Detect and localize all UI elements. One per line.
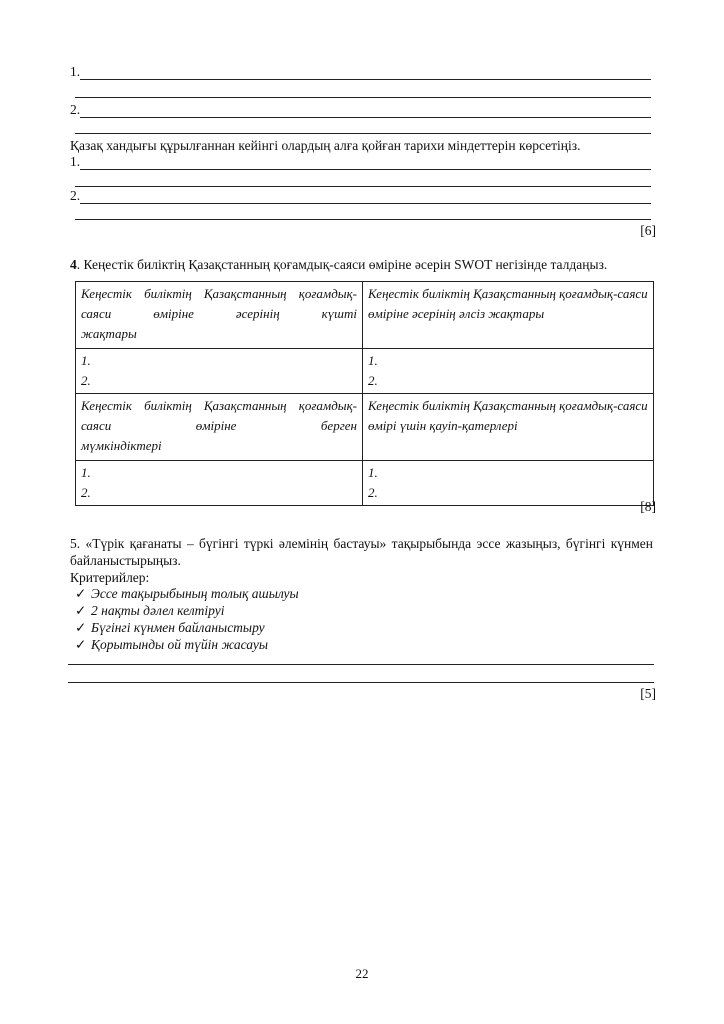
threats-header: Кеңестік билiктiң Қазақстанның қоғамдық-саяси өмiрi үшiн қауiп-қатерлерi [363, 394, 654, 461]
answer-2-label: 2. [70, 188, 81, 203]
question-text: Қазақ хандығы құрылғаннан кейінгі олардың алға қойған тарихи міндеттерін көрсетіңіз. [70, 138, 581, 153]
strengths-cell[interactable] [76, 349, 363, 394]
strengths-header-line: жақтары [81, 326, 137, 341]
opportunities-cell[interactable] [76, 461, 363, 506]
answer-line[interactable] [75, 133, 651, 134]
answer-1-label: 1. [70, 64, 81, 79]
opportunities-header [76, 394, 363, 461]
criterion-text: Эссе тақырыбының толық ашылуы [91, 586, 299, 601]
strengths-header [76, 282, 363, 349]
score-badge: [8] [640, 499, 656, 514]
question-text [70, 256, 607, 273]
list-item: 1. [368, 353, 378, 368]
question-body: . Кеңестік биліктің Қазақстанның қоғамдық-саяси өміріне әсерін SWOT негізінде талдаңыз. [76, 257, 608, 272]
answer-2-label: 2. [70, 102, 81, 117]
question-text: 5. «Түрік қағанаты – бүгінгі түркі әлемінің бастауы» тақырыбында эссе жазыңыз, бүгінгі күнмен байланыстырыңыз. [70, 536, 653, 568]
answer-line[interactable] [80, 79, 651, 80]
list-item: 1. [368, 465, 378, 480]
weaknesses-header: Кеңестік билiктiң Қазақстанның қоғамдық-саяси өмiрiне әсерiнiң әлсiз жақтары [363, 282, 654, 349]
check-icon: ✓ [75, 603, 87, 618]
essay-line[interactable] [68, 682, 654, 683]
list-item: 2. [81, 485, 91, 500]
list-item [75, 619, 299, 636]
score-badge: [5] [640, 686, 656, 701]
criterion-text: Қорытынды ой түйін жасауы [91, 637, 268, 652]
check-icon: ✓ [75, 637, 87, 652]
criteria-list [75, 585, 299, 653]
threats-cell[interactable] [363, 461, 654, 506]
list-item [75, 585, 299, 602]
opportunities-header-line: мүмкiндiктерi [81, 438, 162, 453]
answer-line[interactable] [75, 219, 651, 220]
list-item: 1. [81, 465, 91, 480]
opportunities-header-line: Кеңестік билiктiң Қазақстанның [81, 398, 287, 413]
answer-line[interactable] [75, 186, 651, 187]
page-number: 22 [355, 966, 369, 981]
answer-line[interactable] [75, 97, 651, 98]
strengths-header-line: қоғамдық-саяси өмiрiне әсерiнiң күштi [81, 286, 357, 321]
score-badge: [6] [640, 223, 656, 238]
list-item: 2. [368, 373, 378, 388]
check-icon: ✓ [75, 620, 87, 635]
answer-1-label: 1. [70, 154, 81, 169]
criteria-label: Критерийлер: [70, 570, 150, 585]
answer-line[interactable] [80, 203, 651, 204]
answer-line[interactable] [80, 169, 651, 170]
list-item: 1. [81, 353, 91, 368]
list-item [75, 636, 299, 653]
criterion-text: 2 нақты дәлел келтіруі [91, 603, 225, 618]
list-item [75, 602, 299, 619]
essay-line[interactable] [68, 664, 654, 665]
opportunities-header-line: қоғамдық-саяси өмiрiне берген [81, 398, 357, 433]
answer-line[interactable] [80, 117, 651, 118]
weaknesses-cell[interactable] [363, 349, 654, 394]
strengths-header-line: Кеңестік билiктiң Қазақстанның [81, 286, 287, 301]
criterion-text: Бүгінгі күнмен байланыстыру [91, 620, 265, 635]
question-number: 4 [70, 257, 77, 272]
list-item: 2. [368, 485, 378, 500]
swot-table [75, 281, 654, 506]
check-icon: ✓ [75, 586, 87, 601]
list-item: 2. [81, 373, 91, 388]
